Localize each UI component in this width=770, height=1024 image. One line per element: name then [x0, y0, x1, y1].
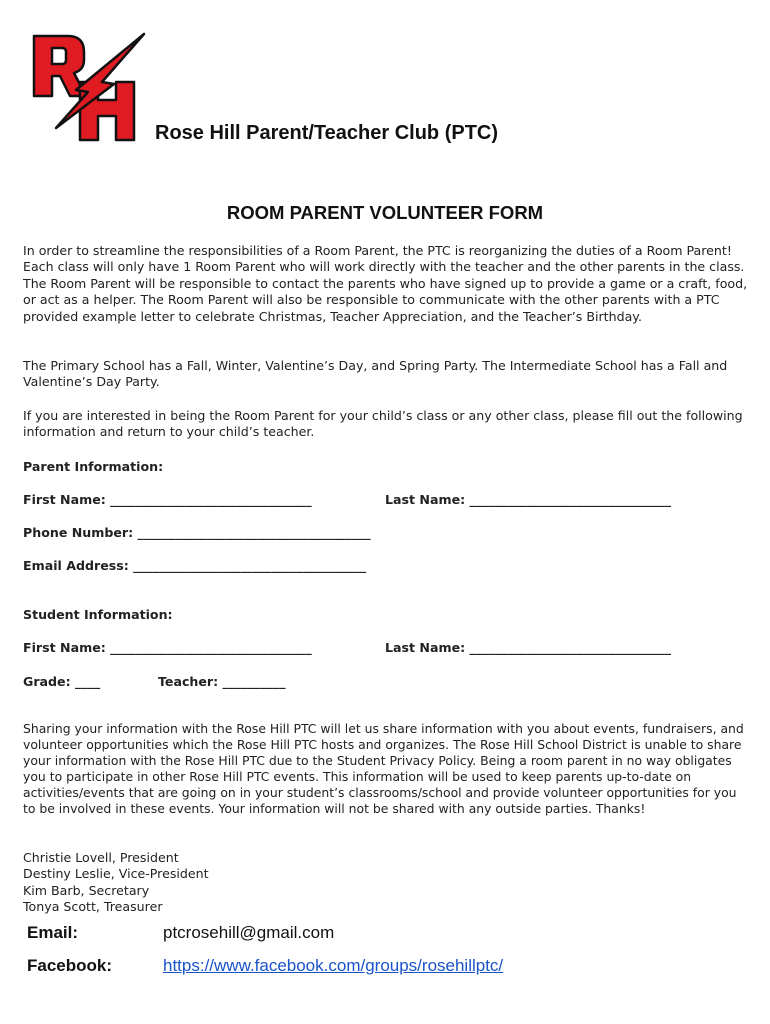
intro-paragraph-2: The Primary School has a Fall, Winter, Valentine’s Day, and Spring Party. The Intermediate School has a Fall and Valentine’s Day Party. — [23, 358, 728, 390]
email-label: Email: — [27, 923, 79, 942]
parent-email-field[interactable]: Email Address: _____________________________________ — [23, 558, 367, 573]
student-grade-field[interactable]: Grade: ____ — [23, 674, 101, 689]
officer-secretary: Kim Barb, Secretary — [23, 882, 150, 898]
officer-vice-president: Destiny Leslie, Vice-President — [23, 866, 209, 882]
intro-paragraph-1: In order to streamline the responsibilities of a Room Parent, the PTC is reorganizing the duties of a Room Parent! Each class will only have 1 Room Parent who will work directly with the teacher and the other parents in the class. The Room Parent will be responsible to contact the parents who have signed up to provide a game or a craft, food, or act as a helper. The Room Parent will also be responsible to communicate with the other parents with a PTC provided example letter to celebrate Christmas, Teacher Appreciation, and the Teacher’s Birthday. — [23, 243, 748, 324]
parent-phone-field[interactable]: Phone Number: _____________________________________ — [23, 525, 371, 540]
student-first-name-field[interactable]: First Name: ________________________________ — [23, 640, 312, 655]
student-teacher-field[interactable]: Teacher: __________ — [158, 674, 286, 689]
officers-list — [23, 850, 209, 916]
parent-last-name-field[interactable]: Last Name: ________________________________ — [385, 492, 672, 507]
officer-president: Christie Lovell, President — [23, 850, 179, 865]
parent-info-heading: Parent Information: — [23, 459, 164, 474]
email-value[interactable]: ptcrosehill@gmail.com — [163, 923, 335, 942]
officer-treasurer: Tonya Scott, Treasurer — [23, 899, 163, 915]
form-title: ROOM PARENT VOLUNTEER FORM — [226, 202, 544, 223]
privacy-paragraph: Sharing your information with the Rose Hill PTC will let us share information with you about events, fundraisers, and volunteer opportunities which the Rose Hill PTC hosts and organizes. The Rose Hill School District is unable to share your information with the Rose Hill PTC due to the Student Privacy Policy. Being a room parent in no way obligates you to participate in other Rose Hill PTC events. This information will be used to keep parents up-to-date on activities/events that are going on in your student’s classrooms/school and provide volunteer opportunities for you to be involved in these events. Your information will not be shared with any outside parties. Thanks! — [23, 721, 744, 816]
parent-first-name-field[interactable]: First Name: ________________________________ — [23, 492, 312, 507]
student-last-name-field[interactable]: Last Name: ________________________________ — [385, 640, 672, 655]
facebook-link[interactable]: https://www.facebook.com/groups/rosehillptc/ — [163, 956, 504, 975]
intro-paragraph-3: If you are interested in being the Room Parent for your child’s class or any other class, please fill out the following information and return to your child’s teacher. — [23, 408, 743, 440]
student-info-heading: Student Information: — [23, 607, 173, 622]
rose-hill-logo — [28, 30, 148, 142]
org-title: Rose Hill Parent/Teacher Club (PTC) — [155, 122, 499, 144]
facebook-label: Facebook: — [27, 956, 113, 975]
